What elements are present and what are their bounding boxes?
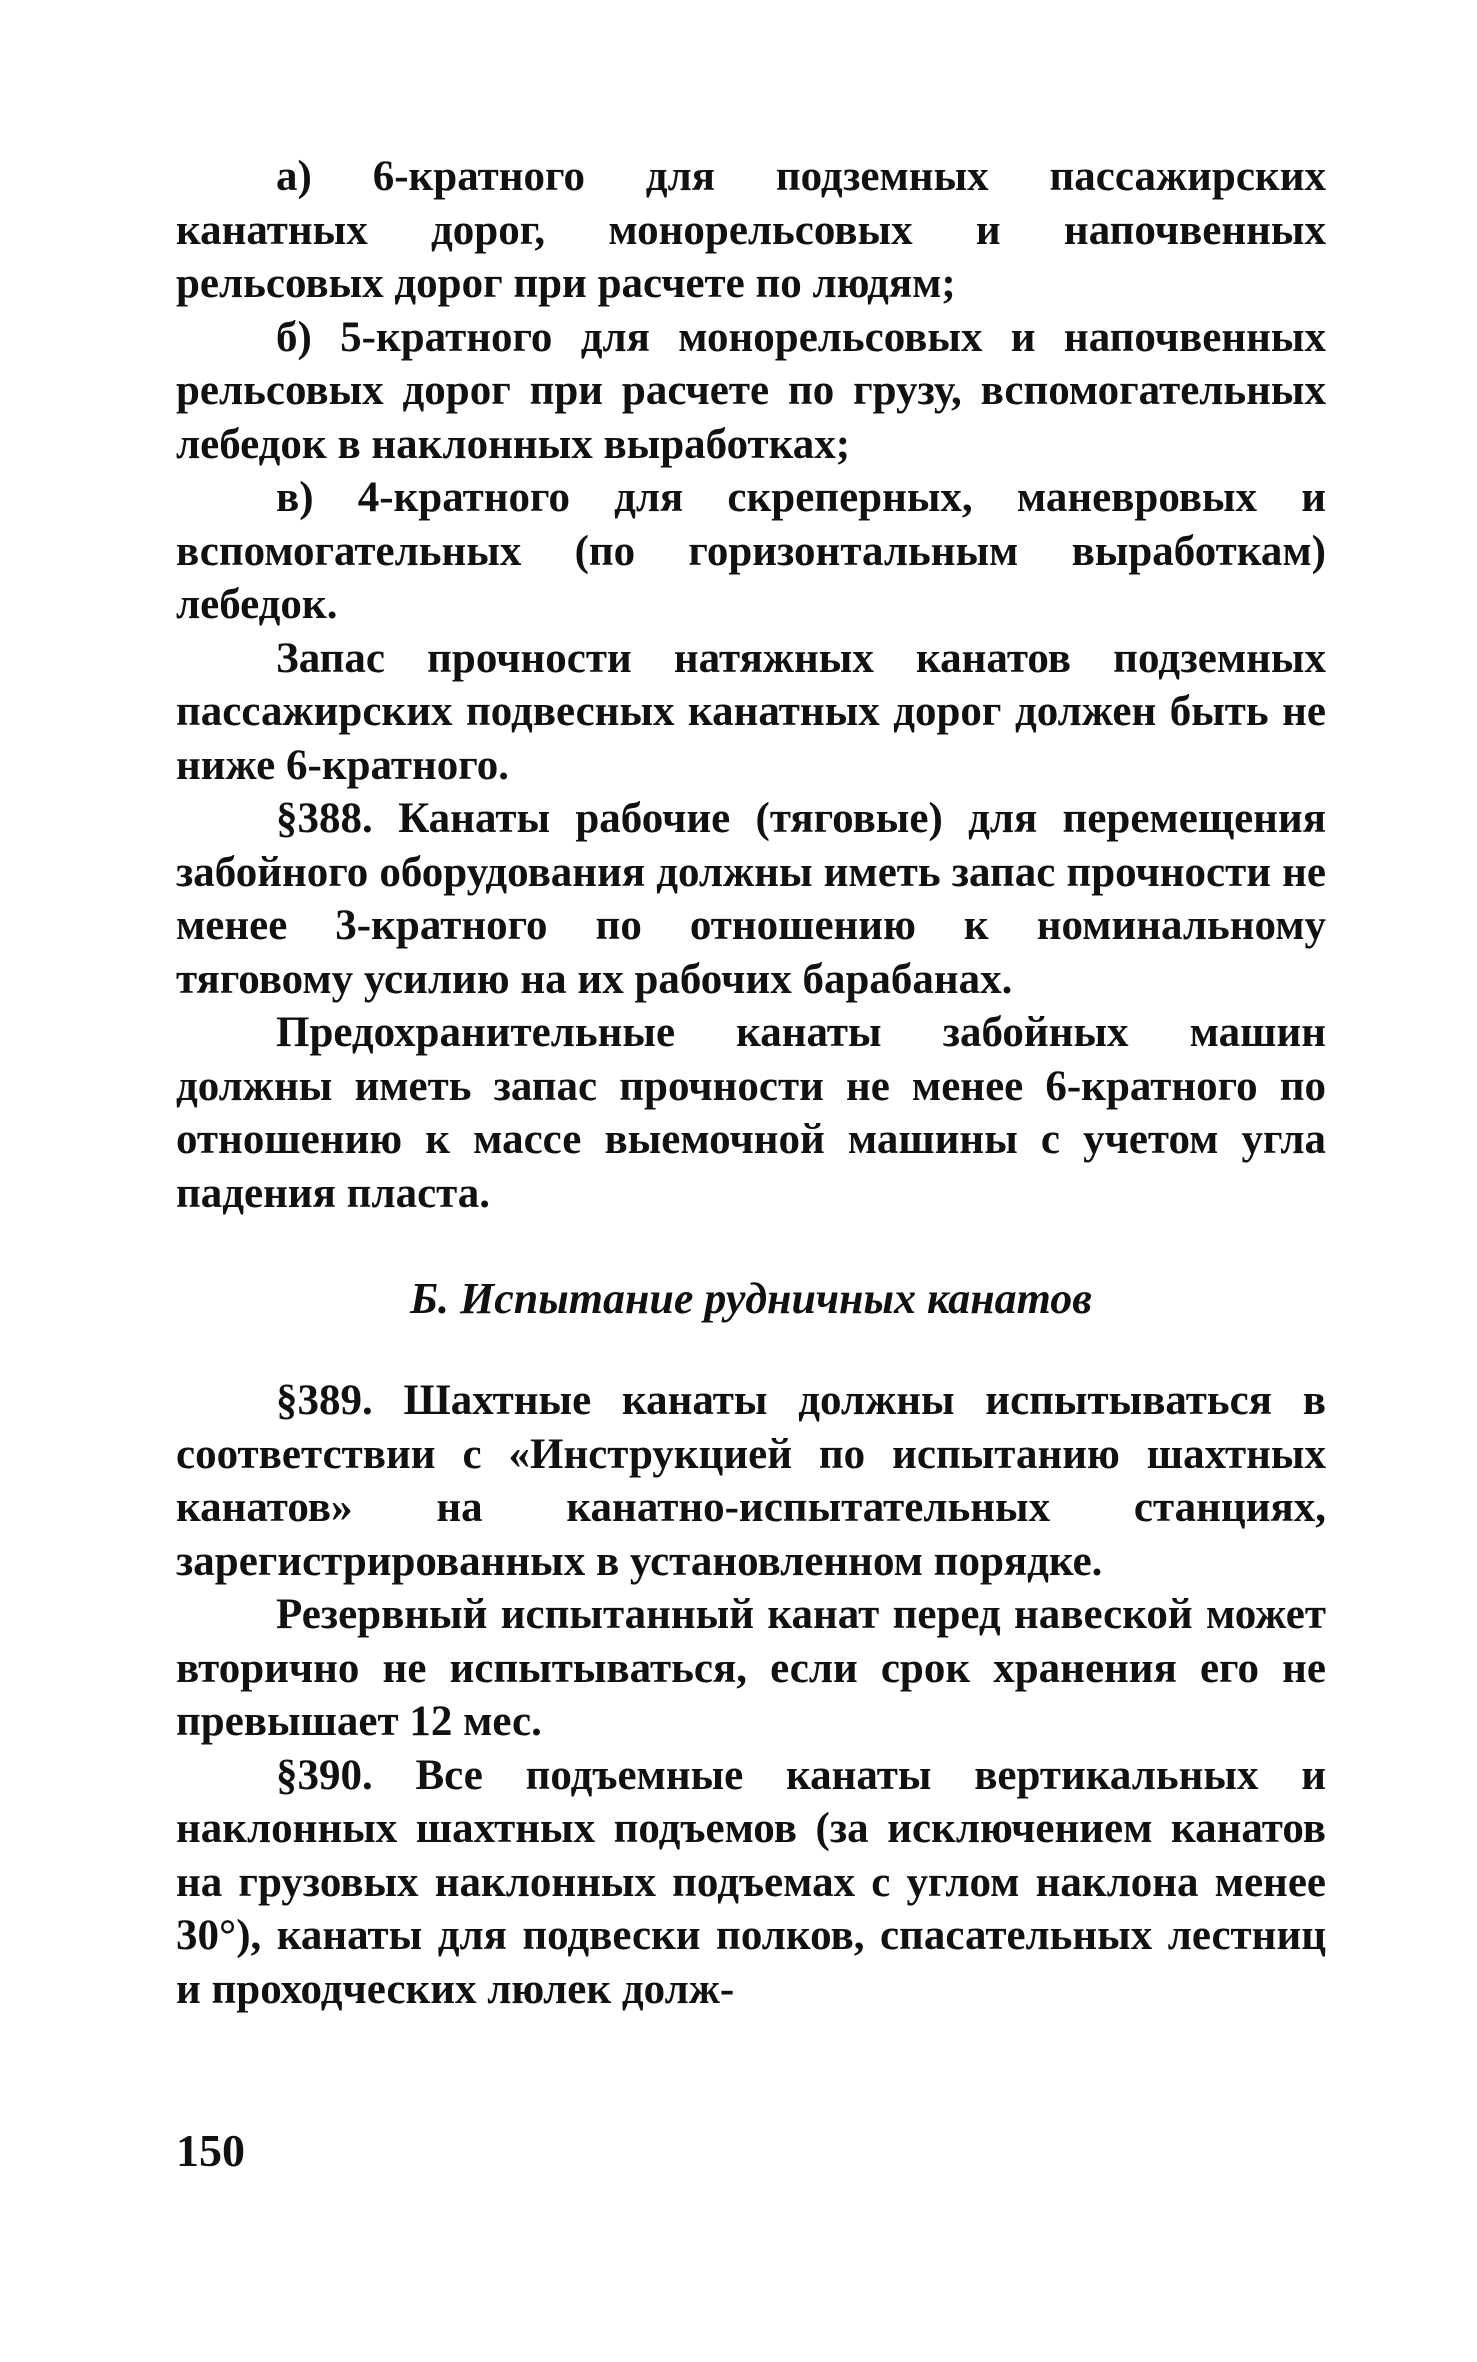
page-body: [176, 150, 1326, 2016]
paragraph-safety-ropes: Предохранительные канаты забойных машин должны иметь запас прочности не менее 6-кратного по отношению к массе выемочной машины с учетом угла падения пласта.: [176, 1009, 1326, 1217]
page-number: 150: [176, 2125, 245, 2176]
paragraph-item-a: а) 6-кратного для подземных пассажирских канатных дорог, монорельсовых и напочвенных рельсовых дорог при расчете по людям;: [176, 153, 1326, 307]
section-heading: Б. Испытание рудничных канатов: [410, 1274, 1092, 1323]
paragraph-reserve-rope: Резервный испытанный канат перед навеской может вторично не испытываться, если срок хранения его не превышает 12 мес.: [176, 1591, 1326, 1745]
paragraph-section-389: §389. Шахтные канаты должны испытываться в соответствии с «Инструкцией по испытанию шахтных канатов» на канатно-испытательных станциях, зарегистрированных в установленном порядке.: [176, 1377, 1326, 1585]
paragraph-section-388: §388. Канаты рабочие (тяговые) для перемещения забойного оборудования должны иметь запас прочности не менее 3-кратного по отношению к номинальному тяговому усилию на их рабочих барабанах.: [176, 795, 1326, 1003]
paragraph-item-v: в) 4-кратного для скреперных, маневровых и вспомогательных (по горизонтальным выработкам) лебедок.: [176, 474, 1326, 628]
paragraph-tension-ropes: Запас прочности натяжных канатов подземных пассажирских подвесных канатных дорог должен быть не ниже 6-кратного.: [176, 634, 1326, 789]
paragraph-item-b: б) 5-кратного для монорельсовых и напочвенных рельсовых дорог при расчете по грузу, вспомогательных лебедок в наклонных выработках;: [176, 313, 1326, 468]
paragraph-section-390: §390. Все подъемные канаты вертикальных и наклонных шахтных подъемов (за исключением канатов на грузовых наклонных подъемах с углом наклона менее 30°), канаты для подвески полков, спасательных лестниц и проходческих люлек долж-: [176, 1751, 1326, 2013]
